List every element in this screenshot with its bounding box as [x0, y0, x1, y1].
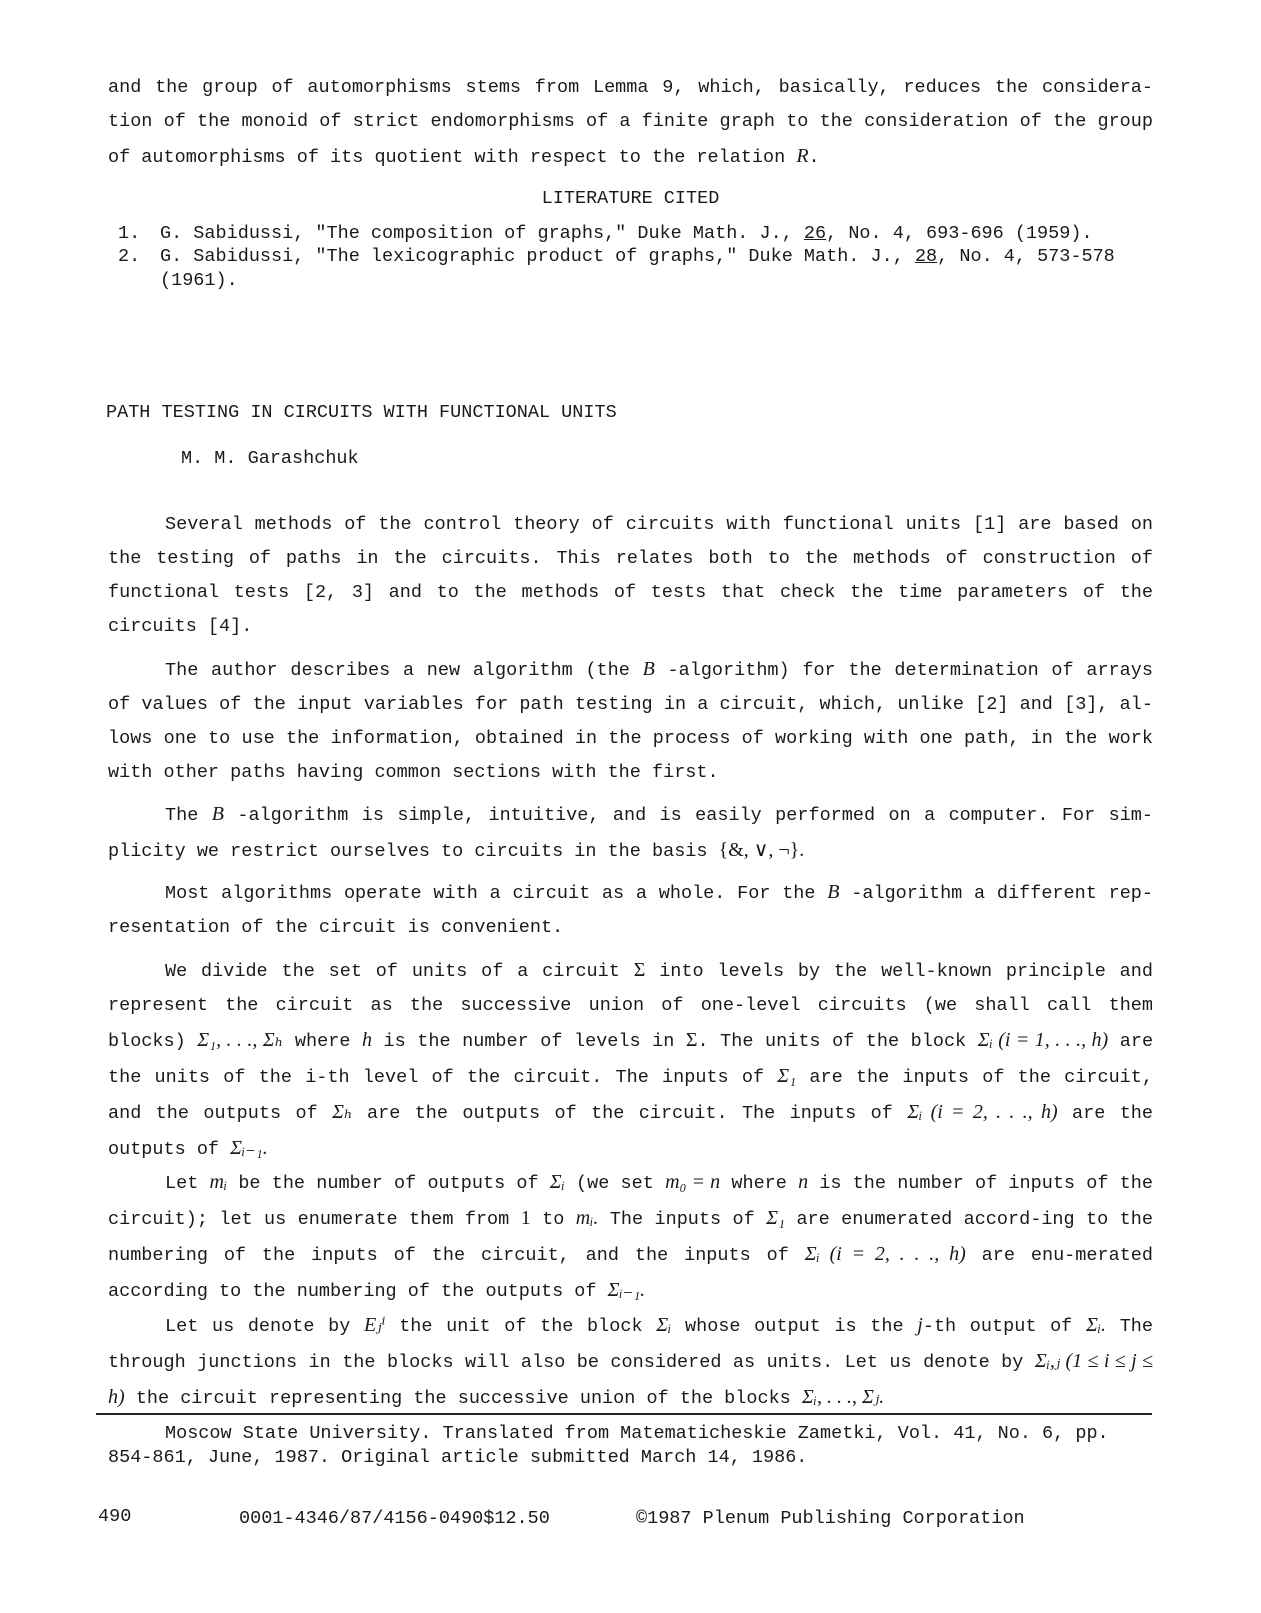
paragraph-7: Let us denote by Eⱼⁱ the unit of the block Σᵢ whose output is the j-th output of Σᵢ. The through junctions in the blocks will also be considered as units. Let us denote by Σᵢ,ⱼ (1 ≤ i ≤ j ≤ h) the circuit representing the successive union of the blocks Σᵢ, . . ., Σⱼ.	[108, 1314, 1154, 1409]
article-author: M. M. Garashchuk	[181, 448, 359, 469]
paragraph-1: Several methods of the control theory of circuits with functional units [1] are based on the testing of paths in the circuits. This relates both to the methods of construction of functional tests [2, 3] and to the methods of tests that check the time parameters of the circuits [4].	[108, 514, 1153, 637]
copyright-notice: ©1987 Plenum Publishing Corporation	[636, 1508, 1025, 1529]
reference-2: 2. G. Sabidussi, "The lexicographic product of graphs," Duke Math. J., 28, No. 4, 573-578 (1961).	[118, 246, 1115, 291]
paragraph-4: Most algorithms operate with a circuit as a whole. For the B -algorithm a different rep-resentation of the circuit is convenient.	[108, 881, 1153, 938]
footnote: Moscow State University. Translated from Matematicheskie Zametki, Vol. 41, No. 6, pp. 854-861, June, 1987. Original article submitted March 14, 1986.	[108, 1423, 1109, 1468]
footnote-divider	[96, 1413, 1152, 1415]
continuation-paragraph: and the group of automorphisms stems from Lemma 9, which, basically, reduces the considera-tion of the monoid of strict endomorphisms of a finite graph to the consideration of the group of automorphisms of its quotient with respect to the relation R.	[108, 77, 1153, 168]
paragraph-2: The author describes a new algorithm (the B -algorithm) for the determination of arrays of values of the input variables for path testing in a circuit, which, unlike [2] and [3], al-lows one to use the information, obtained in the process of working with one path, in the work with other paths having common sections with the first.	[108, 658, 1153, 783]
paragraph-6: Let mᵢ be the number of outputs of Σᵢ (we set m₀ = n where n is the number of inputs of the circuit); let us enumerate them from 1 to mᵢ. The inputs of Σ₁ are enumerated accord-ing to the numbering of the inputs of the circuit, and the inputs of Σᵢ (i = 2, . . ., h) are enu-merated according to the numbering of the outputs of Σᵢ₋₁.	[108, 1171, 1153, 1302]
paragraph-3: The B -algorithm is simple, intuitive, and is easily performed on a computer. For sim-plicity we restrict ourselves to circuits in the basis {&, ∨, ¬}.	[108, 803, 1153, 862]
article-code: 0001-4346/87/4156-0490$12.50	[239, 1508, 550, 1529]
paragraph-5: We divide the set of units of a circuit Σ into levels by the well-known principle and represent the circuit as the successive union of one-level circuits (we shall call them blocks) Σ₁, . . ., Σₕ where h is the number of levels in Σ. The units of the block Σᵢ (i = 1, . . ., h) are the units of the i-th level of the circuit. The inputs of Σ₁ are the inputs of the circuit, and the outputs of Σₕ are the outputs of the circuit. The inputs of Σᵢ (i = 2, . . ., h) are the outputs of Σᵢ₋₁.	[108, 959, 1154, 1160]
literature-cited-heading: LITERATURE CITED	[541, 188, 720, 209]
article-title: PATH TESTING IN CIRCUITS WITH FUNCTIONAL UNITS	[106, 402, 617, 423]
reference-1: 1. G. Sabidussi, "The composition of graphs," Duke Math. J., 26, No. 4, 693-696 (1959).	[118, 223, 1093, 244]
page-number: 490	[98, 1506, 132, 1527]
